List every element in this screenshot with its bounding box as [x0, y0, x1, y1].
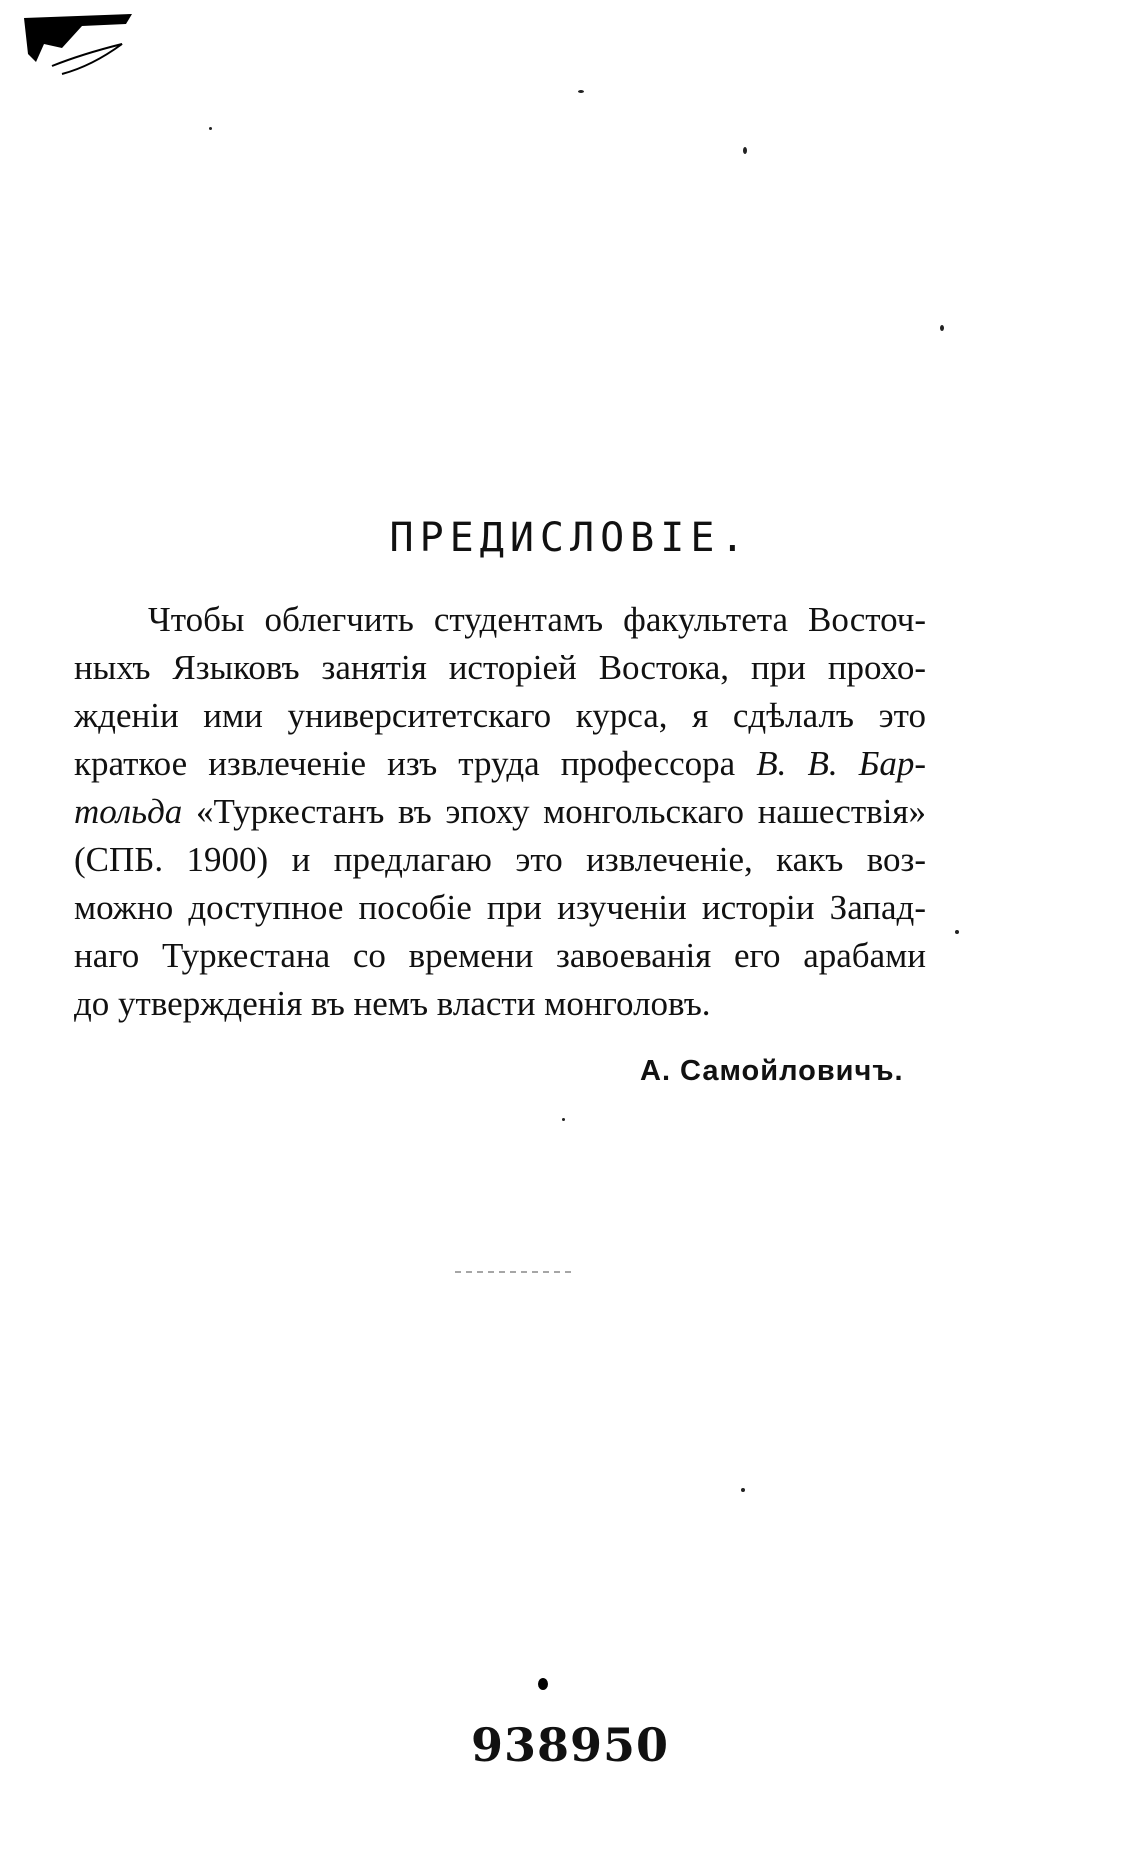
scan-speck	[209, 127, 212, 130]
author-signature: А. Самойловичъ.	[640, 1055, 904, 1087]
preface-paragraph	[74, 596, 926, 1028]
scan-speck	[562, 1118, 565, 1121]
scan-speck	[743, 147, 747, 154]
paragraph-line: наго Туркестана со времени завоеванія его арабами	[74, 936, 926, 975]
paragraph-line	[74, 788, 926, 836]
paragraph-line: жденіи ими университетскаго курса, я сдѣлалъ это	[74, 696, 926, 735]
paragraph-line: можно доступное пособіе при изученіи исторіи Запад-	[74, 888, 926, 927]
line-text: краткое извлеченіе изъ труда профессора	[74, 744, 757, 783]
scan-speck	[741, 1488, 745, 1492]
author-initials: В. В. Бар-	[756, 744, 927, 783]
faint-dash-rule	[455, 1270, 575, 1274]
paragraph-line: (СПБ. 1900) и предлагаю это извлеченіе, какъ воз-	[74, 840, 926, 879]
scan-speck	[578, 90, 584, 93]
paragraph-line	[74, 740, 926, 788]
corner-ink-mark	[22, 14, 142, 84]
inventory-number: 938950	[470, 1718, 670, 1772]
author-surname-end: тольда	[74, 792, 183, 831]
paragraph-line: ныхъ Языковъ занятія исторіей Востока, при прохо-	[74, 648, 926, 687]
paragraph-line: Чтобы облегчить студентамъ факультета Восточ-	[148, 600, 926, 639]
bullet-dot	[538, 1678, 548, 1690]
paragraph-line: до утвержденія въ немъ власти монголовъ.	[74, 984, 711, 1023]
page-title: ПРЕДИСЛОВІЕ.	[389, 515, 751, 561]
line-text: «Туркестанъ въ эпоху монгольскаго нашествія»	[182, 792, 926, 831]
scan-speck	[955, 930, 959, 934]
scan-speck	[940, 325, 944, 331]
